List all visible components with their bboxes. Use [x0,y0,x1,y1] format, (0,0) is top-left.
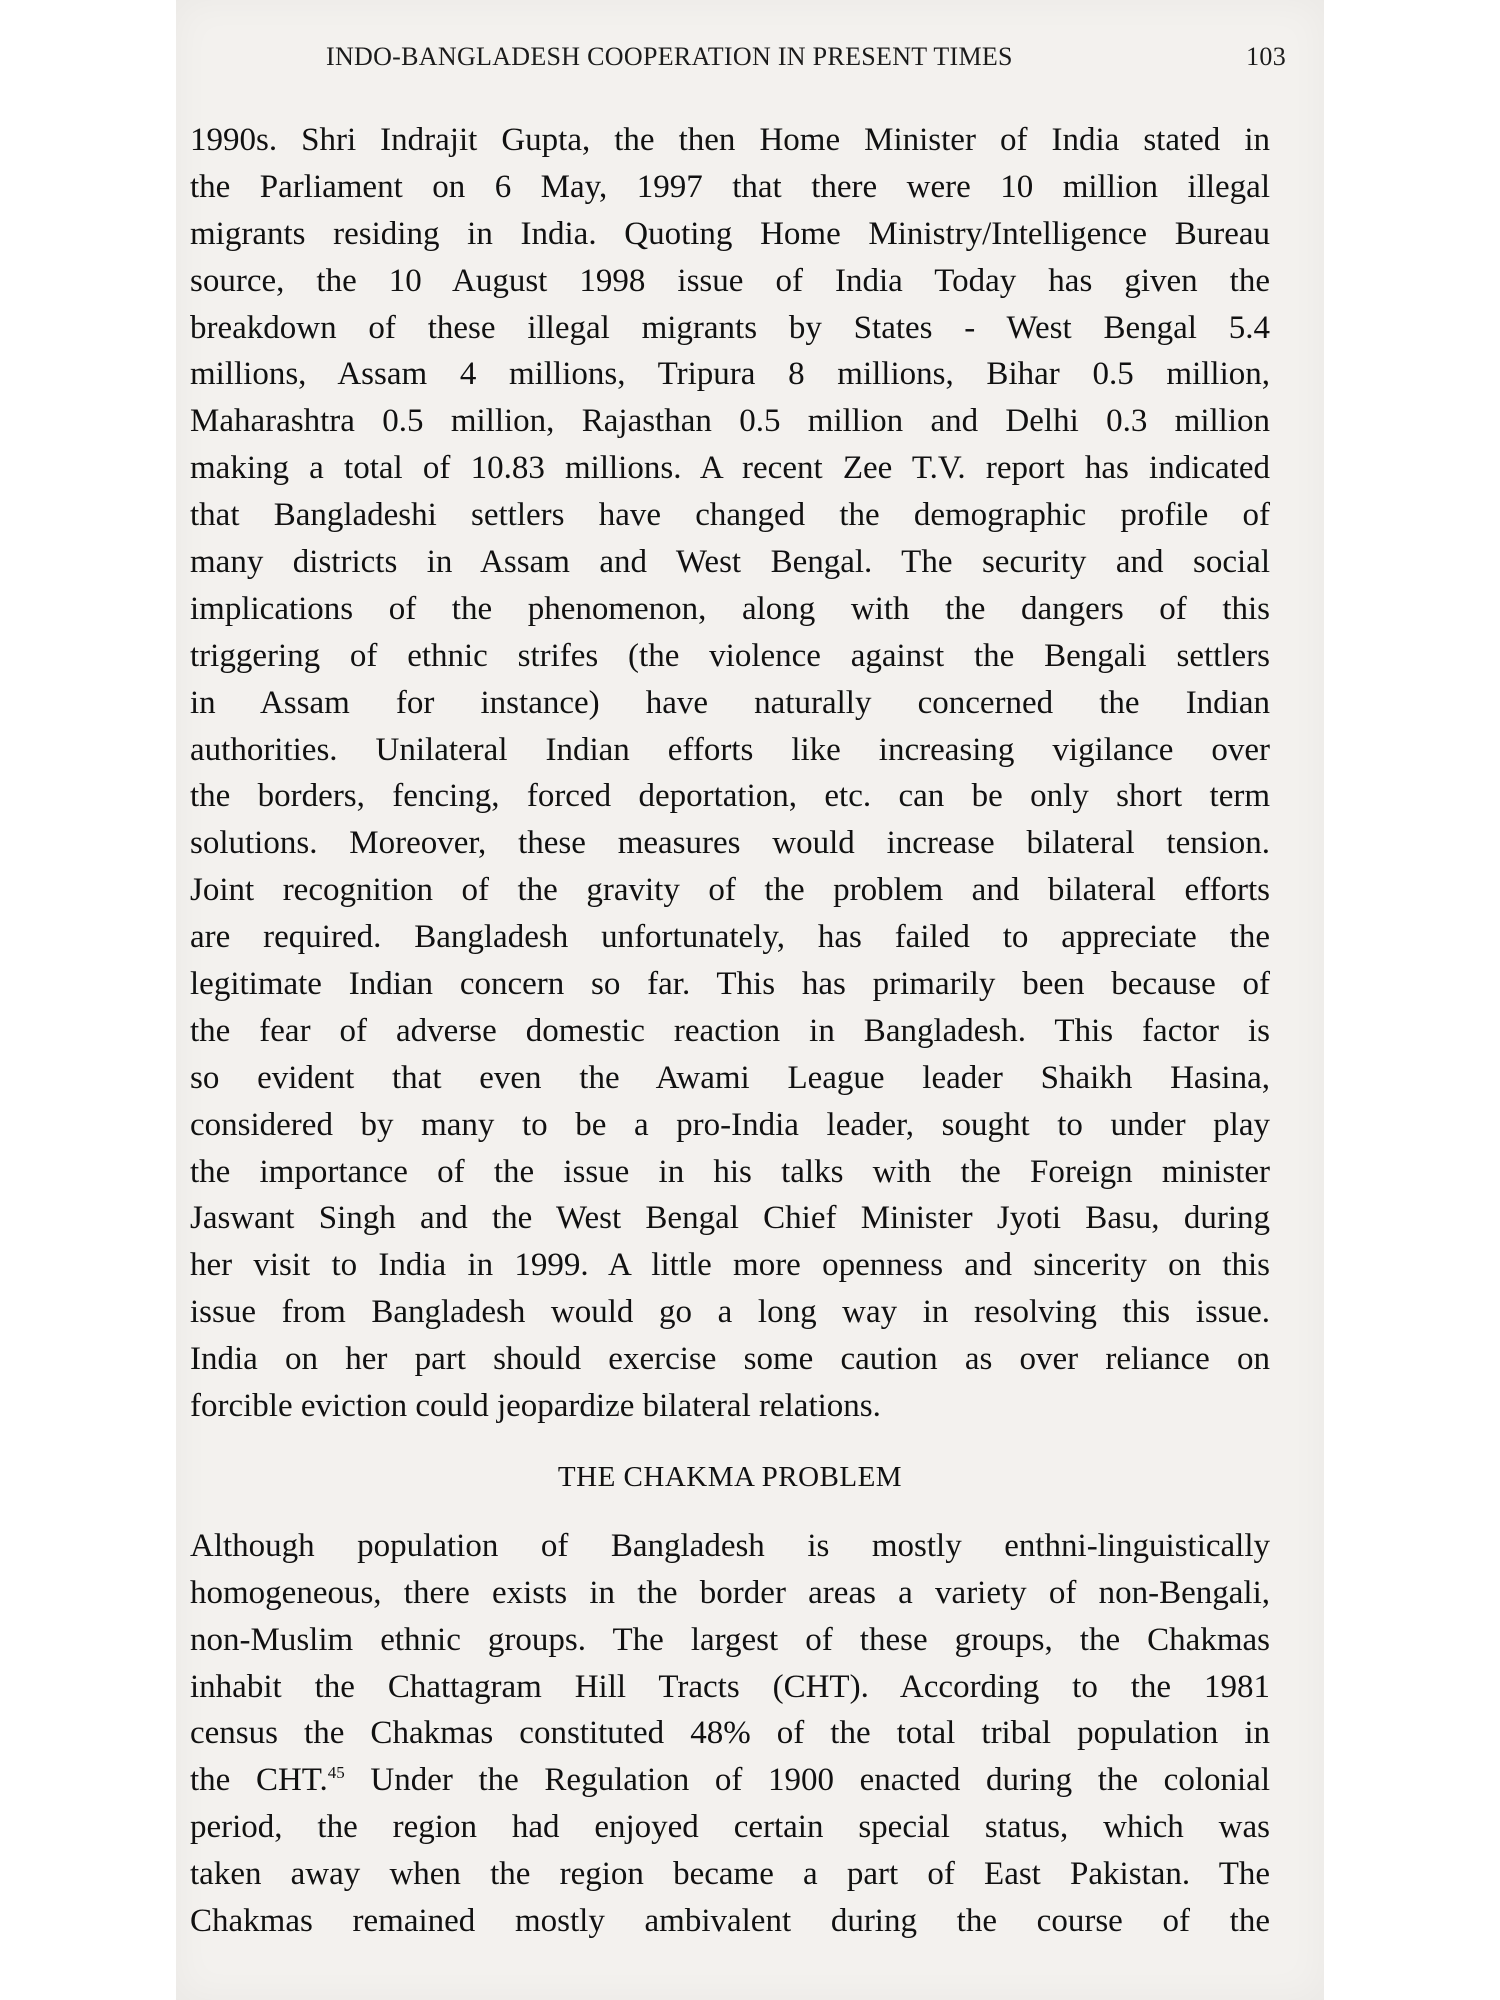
text-line: that Bangladeshi settlers have changed the demographic profile of [190,497,1270,534]
text-line: Chakmas remained mostly ambivalent during the course of the [190,1902,1270,1939]
text-line: are required. Bangladesh unfortunately, has failed to appreciate the [190,919,1270,956]
running-head-title: INDO-BANGLADESH COOPERATION IN PRESENT TIMES [326,42,1013,71]
body-text [190,117,1270,1945]
text-fragment: Under the Regulation of 1900 enacted during the colonial [344,1762,1270,1799]
text-line: Maharashtra 0.5 million, Rajasthan 0.5 million and Delhi 0.3 million [190,403,1270,440]
text-line: considered by many to be a pro-India leader, sought to under play [190,1106,1270,1143]
text-line: so evident that even the Awami League leader Shaikh Hasina, [190,1059,1270,1096]
text-line: Although population of Bangladesh is mostly enthni-linguistically [190,1527,1270,1564]
text-line: inhabit the Chattagram Hill Tracts (CHT). According to the 1981 [190,1668,1270,1705]
text-line: the Parliament on 6 May, 1997 that there were 10 million illegal [190,168,1270,205]
section-heading: THE CHAKMA PROBLEM [557,1460,903,1493]
text-line: the borders, fencing, forced deportation, etc. can be only short term [190,778,1270,815]
text-line: triggering of ethnic strifes (the violence against the Bengali settlers [190,637,1270,674]
footnote-marker: 45 [327,1763,345,1783]
text-line: non-Muslim ethnic groups. The largest of these groups, the Chakmas [190,1621,1270,1658]
text-line: source, the 10 August 1998 issue of India Today has given the [190,262,1270,299]
text-line: period, the region had enjoyed certain special status, which was [190,1809,1270,1846]
text-fragment: the CHT. [190,1762,328,1799]
text-line: breakdown of these illegal migrants by States - West Bengal 5.4 [190,309,1270,346]
text-line: Joint recognition of the gravity of the problem and bilateral efforts [190,872,1270,909]
text-line: authorities. Unilateral Indian efforts like increasing vigilance over [190,731,1270,768]
text-line: census the Chakmas constituted 48% of the total tribal population in [190,1715,1270,1752]
text-line: the fear of adverse domestic reaction in Bangladesh. This factor is [190,1012,1270,1049]
text-line: her visit to India in 1999. A little more openness and sincerity on this [190,1247,1270,1284]
text-line: issue from Bangladesh would go a long way in resolving this issue. [190,1294,1270,1331]
page-number: 103 [1246,42,1286,71]
text-line: solutions. Moreover, these measures would increase bilateral tension. [190,825,1270,862]
text-line-with-footnote [190,1757,1270,1804]
text-line: forcible eviction could jeopardize bilateral relations. [190,1388,881,1425]
text-line: in Assam for instance) have naturally concerned the Indian [190,684,1270,721]
text-line: the importance of the issue in his talks with the Foreign minister [190,1153,1270,1190]
text-line: taken away when the region became a part of East Pakistan. The [190,1856,1270,1893]
text-line: making a total of 10.83 millions. A recent Zee T.V. report has indicated [190,450,1270,487]
text-line: Jaswant Singh and the West Bengal Chief Minister Jyoti Basu, during [190,1200,1270,1237]
text-line: homogeneous, there exists in the border areas a variety of non-Bengali, [190,1574,1270,1611]
text-line: many districts in Assam and West Bengal. The security and social [190,544,1270,581]
text-line: legitimate Indian concern so far. This has primarily been because of [190,966,1270,1003]
paragraph-chakma [190,1523,1270,1945]
text-line: implications of the phenomenon, along with the dangers of this [190,590,1270,627]
text-line: 1990s. Shri Indrajit Gupta, the then Home Minister of India stated in [190,122,1270,158]
text-line: migrants residing in India. Quoting Home Ministry/Intelligence Bureau [190,215,1270,252]
text-line: India on her part should exercise some caution as over reliance on [190,1341,1270,1378]
running-head [326,42,1286,82]
paragraph-migrants [190,117,1270,1430]
text-line: millions, Assam 4 millions, Tripura 8 millions, Bihar 0.5 million, [190,356,1270,393]
